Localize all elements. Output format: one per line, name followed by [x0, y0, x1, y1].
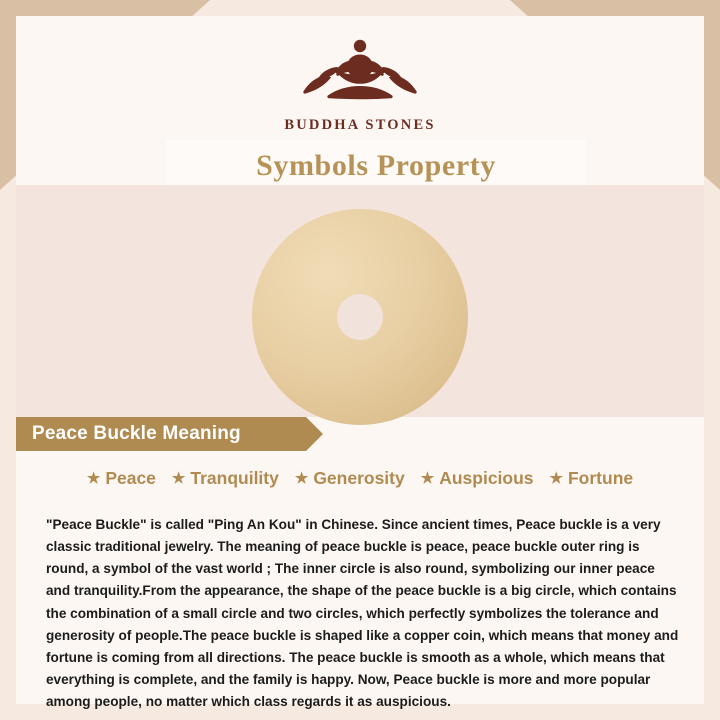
lotus-meditation-icon	[285, 34, 435, 111]
keyword-item	[550, 468, 634, 489]
star-icon: ★	[420, 470, 435, 487]
keyword-item	[295, 468, 405, 489]
keyword-item	[87, 468, 156, 489]
description-paragraph: "Peace Buckle" is called "Ping An Kou" in Chinese. Since ancient times, Peace buckle is a very classic traditional jewelry. The meaning of peace buckle is peace, peace buckle outer ring is round, a symbol of the vast world ; The inner circle is also round, symbolizing our inner peace and tranquility.From the appearance, the shape of the peace buckle is a big circle, which contains the combination of a small circle and two circles, which perfectly symbolizes the tolerance and generosity of people.The peace buckle is shaped like a copper coin, which means that money and fortune is coming from all directions. The peace buckle is smooth as a whole, which means that everything is complete, and the family is happy. Now, Peace buckle is more and more popular among people, no matter which class regards it as auspicious.	[46, 517, 679, 710]
keyword-item	[421, 468, 534, 489]
content-card	[16, 16, 704, 710]
keyword-label: Auspicious	[439, 468, 534, 488]
brand-name: BUDDHA STONES	[284, 117, 436, 133]
product-image-section	[16, 185, 704, 417]
disc-center-hole	[337, 294, 383, 340]
page-title: Symbols Property	[256, 149, 496, 182]
keyword-item	[172, 468, 279, 489]
peace-buckle-disc-image	[252, 209, 468, 425]
star-icon: ★	[86, 470, 101, 487]
keyword-label: Peace	[105, 468, 156, 488]
keyword-label: Tranquility	[190, 468, 279, 488]
star-icon: ★	[294, 470, 309, 487]
keyword-label: Generosity	[313, 468, 405, 488]
star-icon: ★	[171, 470, 186, 487]
section-label-bar	[16, 417, 306, 451]
star-icon: ★	[549, 470, 563, 487]
section-label: Peace Buckle Meaning	[32, 423, 241, 444]
keyword-list	[16, 468, 704, 489]
keyword-label: Fortune	[567, 468, 634, 488]
brand-logo	[284, 34, 435, 134]
